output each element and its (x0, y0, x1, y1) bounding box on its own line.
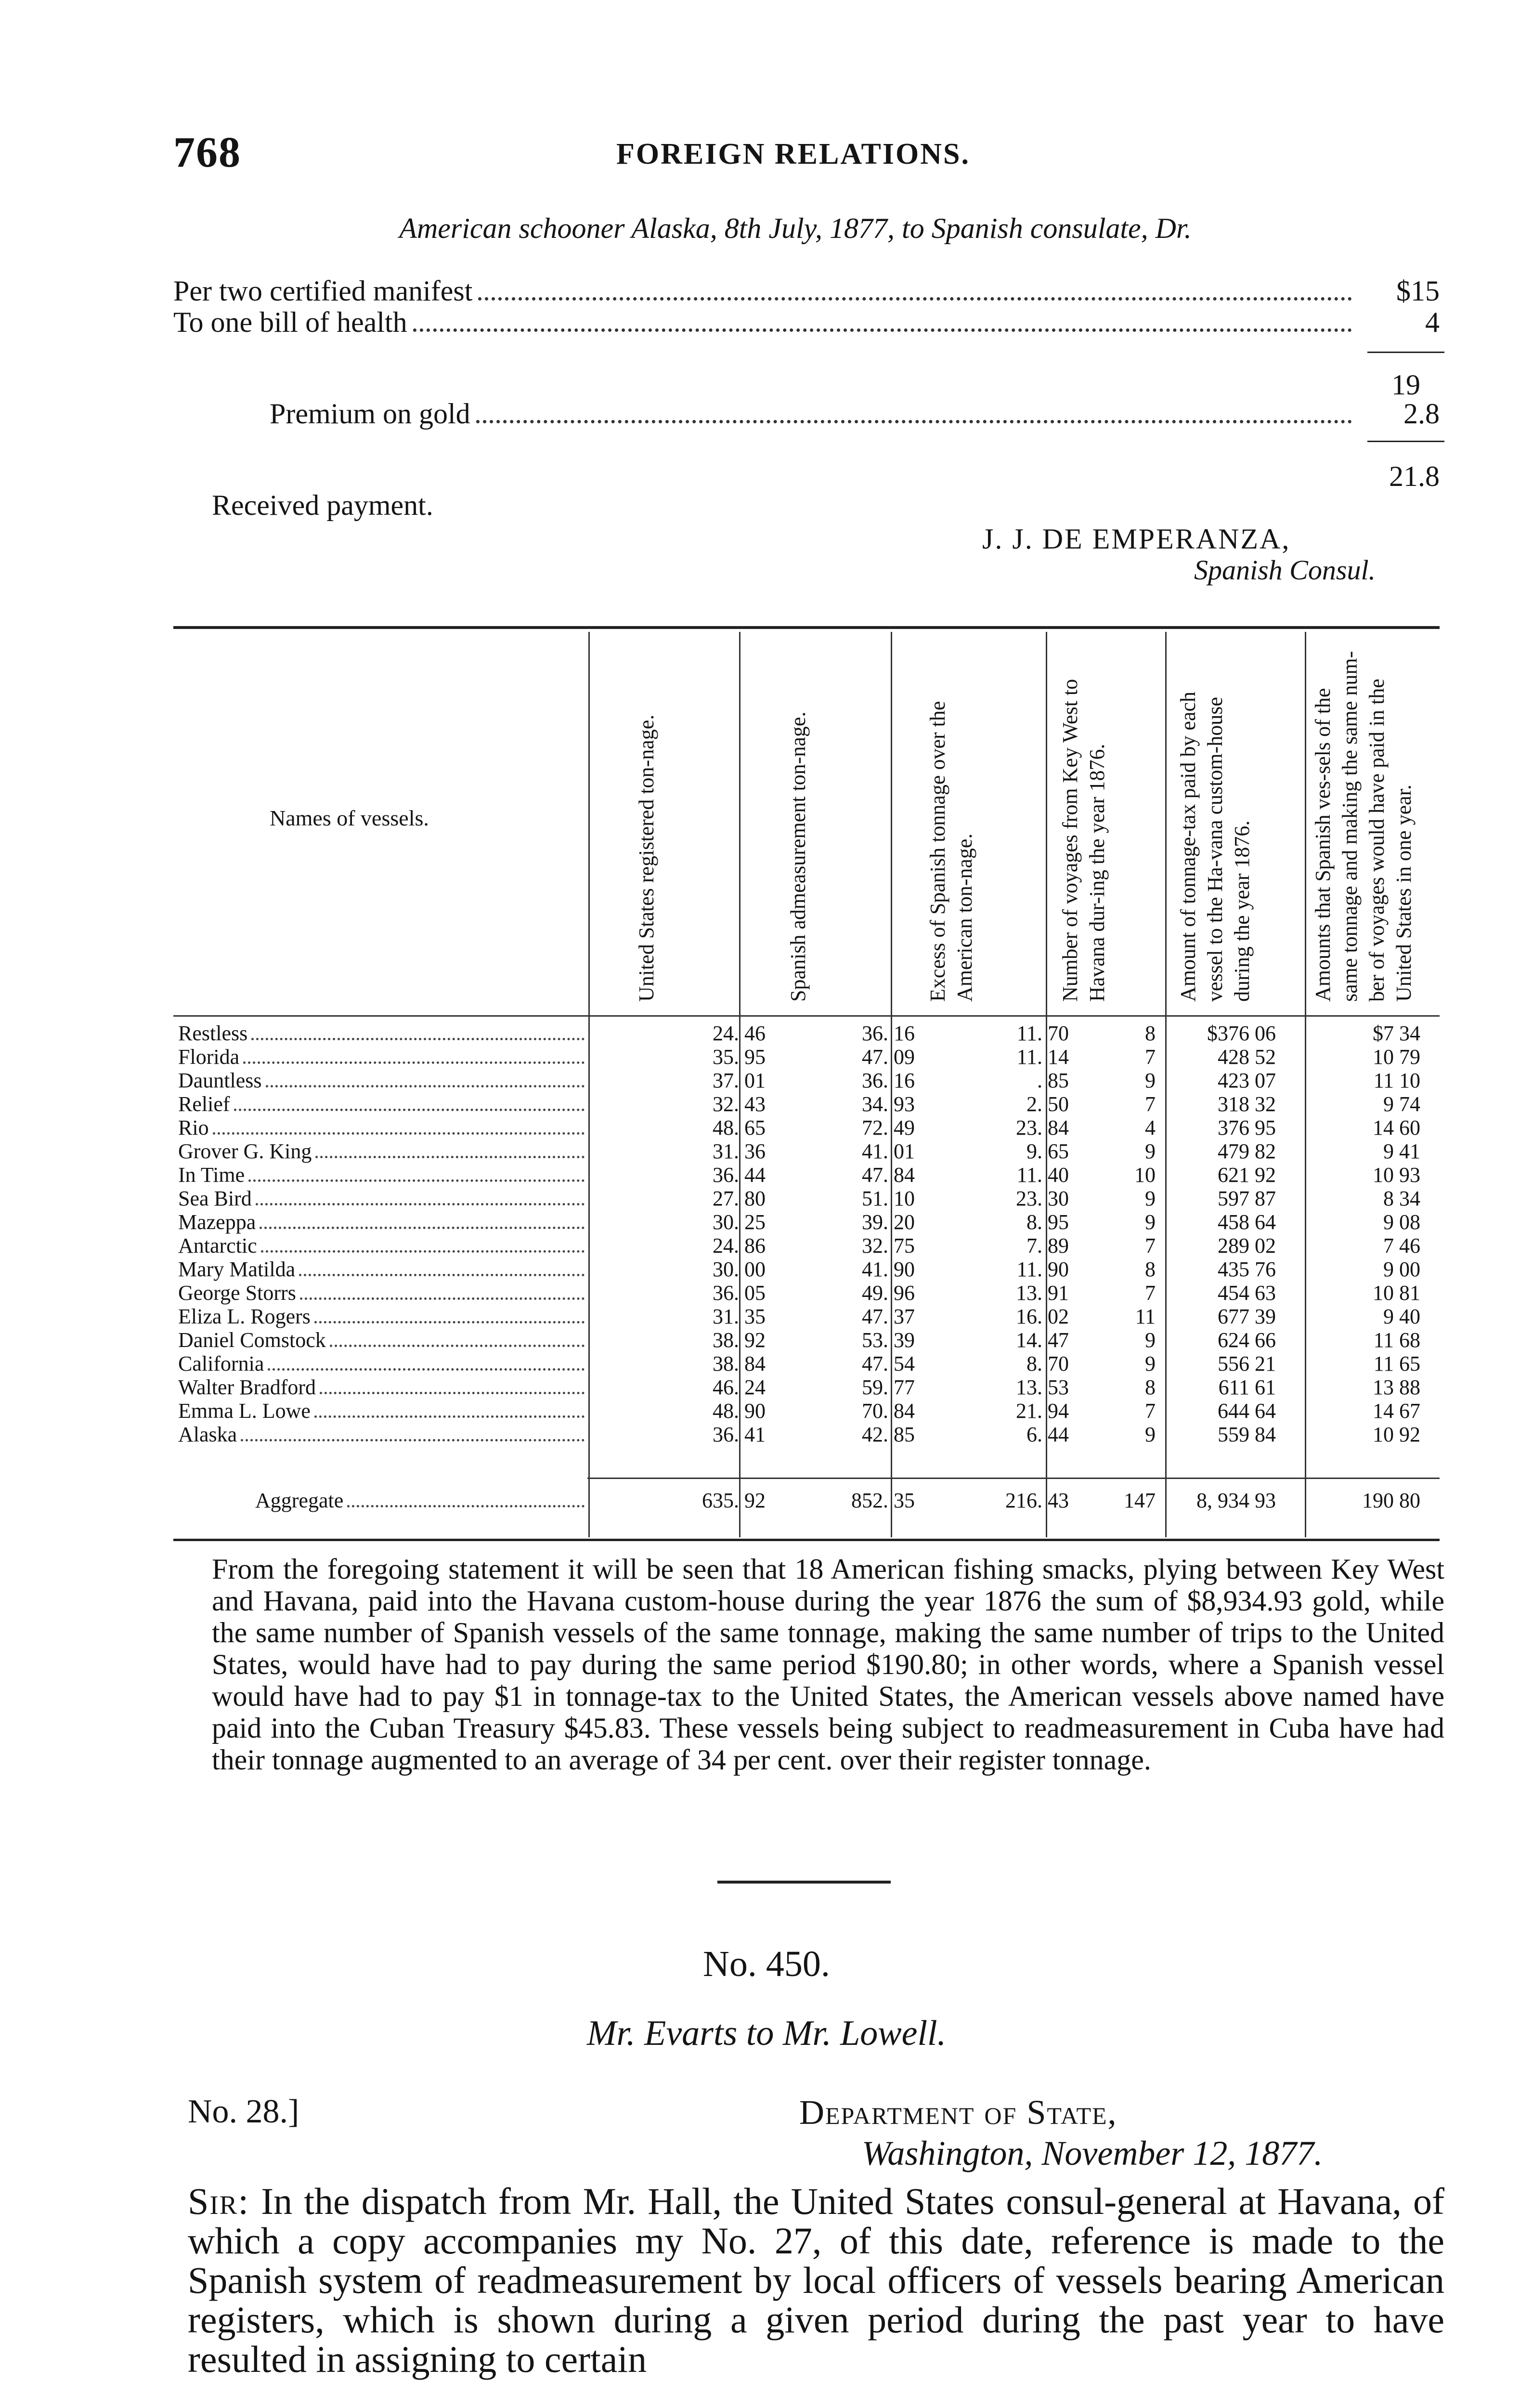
table-row (178, 1045, 1440, 1069)
page-number: 768 (173, 129, 241, 176)
voyages: 9 (1145, 1423, 1156, 1446)
dot-leader (251, 1038, 585, 1040)
premium-line (270, 397, 1440, 431)
table-row (178, 1210, 1440, 1234)
aggregate-row (178, 1488, 1440, 1512)
us-tonnage: 36. 05 (713, 1281, 766, 1305)
tax-paid: 479 82 (1218, 1139, 1276, 1163)
us-amount: 13 88 (1373, 1375, 1420, 1399)
vessel-name-cell (178, 1045, 587, 1069)
excess-tonnage: 7. 89 (1026, 1234, 1069, 1257)
dot-leader (266, 1085, 585, 1087)
us-tonnage: 24. 46 (713, 1021, 766, 1045)
us-amount: 11 68 (1373, 1328, 1420, 1352)
header-rule (173, 1015, 1440, 1017)
dot-leader (243, 1061, 585, 1064)
us-tonnage: 38. 84 (713, 1352, 766, 1375)
us-amount: 8 34 (1383, 1187, 1420, 1210)
excess-tonnage: 11. 70 (1016, 1021, 1069, 1045)
voyages: 7 (1145, 1281, 1156, 1305)
table-row (178, 1186, 1440, 1210)
voyages: 9 (1145, 1139, 1156, 1163)
spanish-tonnage: 70. 84 (862, 1399, 915, 1423)
column-header-voyages: Number of voyages from Key West to Havana dur-ing the year 1876. (1058, 679, 1109, 1002)
excess-tonnage: 13. 91 (1016, 1281, 1069, 1305)
us-amount: 11 10 (1373, 1069, 1420, 1092)
spanish-tonnage: 41. 01 (862, 1139, 915, 1163)
spanish-tonnage: 49. 96 (862, 1281, 915, 1305)
vessel-name: Restless (178, 1021, 248, 1045)
letter-body (188, 2182, 1444, 2379)
aggregate-spanish-tonnage: 852. 35 (851, 1489, 915, 1512)
us-amount: 10 79 (1373, 1045, 1420, 1069)
excess-tonnage: 11. 14 (1016, 1045, 1069, 1069)
tax-paid: 556 21 (1218, 1352, 1276, 1375)
us-tonnage: 46. 24 (713, 1375, 766, 1399)
signer-name: J. J. DE EMPERANZA, (982, 523, 1291, 555)
department: Department of State, (799, 2093, 1117, 2132)
dot-leader (300, 1297, 585, 1300)
aggregate-us-tonnage: 635. 92 (702, 1489, 766, 1512)
bill-line-label: To one bill of health (173, 306, 407, 338)
dot-leader (248, 1179, 585, 1182)
tax-paid: 624 66 (1218, 1328, 1276, 1352)
table-row (178, 1328, 1440, 1352)
voyages: 9 (1145, 1210, 1156, 1234)
tax-paid: $376 06 (1207, 1021, 1276, 1045)
table-bottom-rule (173, 1539, 1440, 1541)
tax-paid: 289 02 (1218, 1234, 1276, 1257)
vessel-name: Sea Bird (178, 1187, 252, 1210)
received-note: Received payment. (212, 489, 433, 521)
vessel-name-cell (178, 1422, 587, 1447)
us-amount: 9 08 (1383, 1210, 1420, 1234)
column-header-us-amount: Amounts that Spanish ves-sels of the same tonnage and making the same num-ber of voyages would have paid in the United States in one year. (1311, 651, 1416, 1002)
tax-paid: 454 63 (1218, 1281, 1276, 1305)
tax-paid: 458 64 (1218, 1210, 1276, 1234)
tax-paid: 435 76 (1218, 1257, 1276, 1281)
vessel-name-cell (178, 1163, 587, 1187)
dot-leader (314, 1415, 585, 1418)
us-amount: 14 67 (1373, 1399, 1420, 1423)
voyages: 9 (1145, 1328, 1156, 1352)
bill-line (173, 275, 1440, 308)
us-tonnage: 27. 80 (713, 1187, 766, 1210)
voyages: 4 (1145, 1116, 1156, 1139)
vessel-name: George Storrs (178, 1281, 296, 1305)
voyages: 7 (1145, 1045, 1156, 1069)
tax-paid: 677 39 (1218, 1305, 1276, 1328)
vessel-name: Rio (178, 1116, 209, 1139)
excess-tonnage: 2. 50 (1026, 1092, 1069, 1116)
voyages: 9 (1145, 1187, 1156, 1210)
tax-paid: 428 52 (1218, 1045, 1276, 1069)
aggregate-label-cell (255, 1488, 587, 1513)
spanish-tonnage: 34. 93 (862, 1092, 915, 1116)
spanish-tonnage: 47. 09 (862, 1045, 915, 1069)
excess-tonnage: 8. 70 (1026, 1352, 1069, 1375)
us-tonnage: 36. 44 (713, 1163, 766, 1187)
vessel-name-cell (178, 1115, 587, 1140)
vessel-name-cell (178, 1375, 587, 1400)
table-row (178, 1115, 1440, 1139)
us-amount: 11 65 (1373, 1352, 1420, 1375)
vessel-name-cell (178, 1328, 587, 1352)
vessel-name-cell (178, 1233, 587, 1258)
voyages: 7 (1145, 1092, 1156, 1116)
place-date: Washington, November 12, 1877. (862, 2134, 1323, 2172)
excess-tonnage: 8. 95 (1026, 1210, 1069, 1234)
tax-paid: 423 07 (1218, 1069, 1276, 1092)
vessel-name: Alaska (178, 1423, 237, 1446)
bill-line (173, 306, 1440, 340)
vessel-name-cell (178, 1021, 587, 1046)
us-amount: 9 00 (1383, 1257, 1420, 1281)
letter-body-text: In the dispatch from Mr. Hall, the United States consul-general at Havana, of which a copy accompanies my No. 27, of this date, reference is made to the Spanish system of readmeasurement by local officers of vessels bearing American registers, which is shown during a given period during the past year to have resulted in assigning to certain (188, 2180, 1444, 2380)
us-tonnage: 30. 00 (713, 1257, 766, 1281)
voyages: 8 (1145, 1021, 1156, 1045)
excess-tonnage: . 85 (1037, 1069, 1069, 1092)
column-header-us-tonnage: United States registered ton-nage. (635, 714, 658, 1002)
us-amount: 9 40 (1383, 1305, 1420, 1328)
dot-leader (299, 1274, 585, 1276)
bill-line-label: Per two certified manifest (173, 275, 473, 307)
dot-leader (476, 419, 1352, 423)
us-amount: 9 41 (1383, 1139, 1420, 1163)
table-row (178, 1281, 1440, 1305)
table-row (178, 1351, 1440, 1375)
subtotal-rule (1367, 352, 1444, 353)
dot-leader (413, 328, 1352, 332)
us-amount: 9 74 (1383, 1092, 1420, 1116)
vessel-name-cell (178, 1092, 587, 1116)
vessel-name: Eliza L. Rogers (178, 1305, 311, 1328)
us-tonnage: 48. 65 (713, 1116, 766, 1139)
vessel-name: Grover G. King (178, 1139, 312, 1163)
dot-leader (330, 1345, 585, 1347)
spanish-tonnage: 42. 85 (862, 1423, 915, 1446)
column-header-excess: Excess of Spanish tonnage over the American ton-nage. (926, 701, 976, 1002)
excess-tonnage: 9. 65 (1026, 1139, 1069, 1163)
dot-leader (256, 1203, 585, 1205)
vessel-name-cell (178, 1186, 587, 1211)
us-tonnage: 32. 43 (713, 1092, 766, 1116)
spanish-tonnage: 36. 16 (862, 1021, 915, 1045)
tax-paid: 597 87 (1218, 1187, 1276, 1210)
us-tonnage: 37. 01 (713, 1069, 766, 1092)
tax-paid: 559 84 (1218, 1423, 1276, 1446)
excess-tonnage: 23. 30 (1016, 1187, 1069, 1210)
vessel-name: Emma L. Lowe (178, 1399, 311, 1423)
voyages: 10 (1134, 1163, 1156, 1187)
spanish-tonnage: 72. 49 (862, 1116, 915, 1139)
excess-tonnage: 14. 47 (1016, 1328, 1069, 1352)
dot-leader (241, 1439, 585, 1441)
excess-tonnage: 21. 94 (1016, 1399, 1069, 1423)
aggregate-label: Aggregate (255, 1489, 344, 1512)
excess-tonnage: 16. 02 (1016, 1305, 1069, 1328)
total: 21.8 (1389, 460, 1440, 492)
vessel-name-cell (178, 1068, 587, 1093)
excess-tonnage: 23. 84 (1016, 1116, 1069, 1139)
dot-leader (315, 1156, 585, 1158)
voyages: 8 (1145, 1375, 1156, 1399)
table-row (178, 1163, 1440, 1187)
dot-leader (213, 1132, 585, 1135)
vessel-name-cell (178, 1399, 587, 1423)
aggregate-voyages: 147 (1124, 1489, 1156, 1512)
tax-paid: 376 95 (1218, 1116, 1276, 1139)
dot-leader (314, 1321, 585, 1323)
vessel-name: Antarctic (178, 1234, 257, 1257)
bill-line-amount: $15 (1396, 275, 1440, 307)
table-row (178, 1399, 1440, 1423)
tax-paid: 611 61 (1218, 1375, 1276, 1399)
us-amount: 10 92 (1373, 1423, 1420, 1446)
vessel-name-cell (178, 1257, 587, 1282)
premium-label: Premium on gold (270, 398, 470, 430)
salutation: Sir: (188, 2180, 250, 2222)
excess-tonnage: 11. 40 (1016, 1163, 1069, 1187)
voyages: 9 (1145, 1352, 1156, 1375)
tax-paid: 318 32 (1218, 1092, 1276, 1116)
us-tonnage: 38. 92 (713, 1328, 766, 1352)
voyages: 7 (1145, 1234, 1156, 1257)
us-amount: 10 93 (1373, 1163, 1420, 1187)
dot-leader (260, 1227, 585, 1229)
us-tonnage: 48. 90 (713, 1399, 766, 1423)
spanish-tonnage: 41. 90 (862, 1257, 915, 1281)
voyages: 8 (1145, 1257, 1156, 1281)
spanish-tonnage: 51. 10 (862, 1187, 915, 1210)
us-tonnage: 35. 95 (713, 1045, 766, 1069)
bill-title: American schooner Alaska, 8th July, 1877, to Spanish consulate, Dr. (399, 212, 1192, 244)
spanish-tonnage: 53. 39 (862, 1328, 915, 1352)
table-row (178, 1092, 1440, 1116)
table-row (178, 1422, 1440, 1446)
vessel-name-cell (178, 1281, 587, 1305)
us-tonnage: 30. 25 (713, 1210, 766, 1234)
signer-title: Spanish Consul. (1194, 554, 1376, 586)
us-amount: $7 34 (1373, 1021, 1420, 1045)
spanish-tonnage: 47. 84 (862, 1163, 915, 1187)
us-amount: 14 60 (1373, 1116, 1420, 1139)
vessel-name: Dauntless (178, 1069, 262, 1092)
table-row (178, 1375, 1440, 1399)
vessel-name-cell (178, 1304, 587, 1329)
aggregate-excess: 216. 43 (1005, 1489, 1069, 1512)
total-rule (1367, 441, 1444, 442)
excess-tonnage: 6. 44 (1026, 1423, 1069, 1446)
dot-leader (320, 1392, 585, 1394)
vessel-name: Walter Bradford (178, 1375, 316, 1399)
aggregate-tax-paid: 8, 934 93 (1196, 1489, 1276, 1512)
us-tonnage: 31. 35 (713, 1305, 766, 1328)
dot-leader (234, 1109, 585, 1111)
table-row (178, 1257, 1440, 1281)
vessel-name: Mary Matilda (178, 1257, 296, 1281)
us-tonnage: 31. 36 (713, 1139, 766, 1163)
table-row (178, 1233, 1440, 1257)
section-rule (717, 1881, 891, 1884)
dot-leader (478, 297, 1352, 301)
aggregate-us-amount: 190 80 (1362, 1489, 1420, 1512)
voyages: 11 (1135, 1305, 1156, 1328)
vessel-name-cell (178, 1210, 587, 1234)
spanish-tonnage: 47. 54 (862, 1352, 915, 1375)
letter-number: No. 28.] (188, 2093, 299, 2130)
vessel-name: Florida (178, 1045, 240, 1069)
spanish-tonnage: 32. 75 (862, 1234, 915, 1257)
us-tonnage: 36. 41 (713, 1423, 766, 1446)
subtotal: 19 (1391, 369, 1420, 401)
table-top-rule (173, 626, 1440, 629)
spanish-tonnage: 59. 77 (862, 1375, 915, 1399)
vessel-name: Relief (178, 1092, 230, 1116)
tax-paid: 644 64 (1218, 1399, 1276, 1423)
vessel-name: California (178, 1352, 264, 1375)
premium-amount: 2.8 (1403, 398, 1440, 430)
table-row (178, 1021, 1440, 1045)
vessel-name-cell (178, 1139, 587, 1164)
spanish-tonnage: 39. 20 (862, 1210, 915, 1234)
excess-tonnage: 11. 90 (1016, 1257, 1069, 1281)
us-tonnage: 24. 86 (713, 1234, 766, 1257)
bill-line-amount: 4 (1425, 306, 1440, 338)
column-header-spanish-tonnage: Spanish admeasurement ton-nage. (786, 711, 810, 1002)
statement-paragraph: From the foregoing statement it will be seen that 18 American fishing smacks, plying between Key West and Havana, paid into the Havana custom-house during the year 1876 the sum of $8,934.93 gold, while the same number of Spanish vessels of the same tonnage, making the same number of trips to the United States, would have had to pay during the same period $190.80; in other words, where a Spanish vessel would have had to pay $1 in tonnage-tax to the United States, the American vessels above named have paid into the Cuban Treasury $45.83. These vessels being subject to readmeasurement in Cuba have had their tonnage augmented to an average of 34 per cent. over their register tonnage. (212, 1553, 1444, 1776)
aggregate-rule (587, 1478, 1440, 1479)
tax-paid: 621 92 (1218, 1163, 1276, 1187)
names-column-header: Names of vessels. (270, 806, 429, 830)
document-title: Mr. Evarts to Mr. Lowell. (586, 2014, 947, 2053)
voyages: 7 (1145, 1399, 1156, 1423)
us-amount: 10 81 (1373, 1281, 1420, 1305)
table-row (178, 1139, 1440, 1163)
excess-tonnage: 13. 53 (1016, 1375, 1069, 1399)
dot-leader (261, 1250, 585, 1253)
spanish-tonnage: 36. 16 (862, 1069, 915, 1092)
spanish-tonnage: 47. 37 (862, 1305, 915, 1328)
vessel-name: Daniel Comstock (178, 1328, 326, 1352)
dot-leader (268, 1368, 585, 1371)
table-row (178, 1068, 1440, 1092)
vessel-name-cell (178, 1351, 587, 1376)
voyages: 9 (1145, 1069, 1156, 1092)
column-header-tax-paid: Amount of tonnage-tax paid by each vessel to the Ha-vana custom-house during the year 1876. (1176, 692, 1254, 1002)
document-number: No. 450. (703, 1944, 830, 1984)
dot-leader (347, 1505, 585, 1507)
table-row (178, 1304, 1440, 1328)
vessel-name: In Time (178, 1163, 245, 1187)
us-amount: 7 46 (1383, 1234, 1420, 1257)
vessel-name: Mazeppa (178, 1210, 256, 1234)
running-head: FOREIGN RELATIONS. (616, 138, 970, 170)
